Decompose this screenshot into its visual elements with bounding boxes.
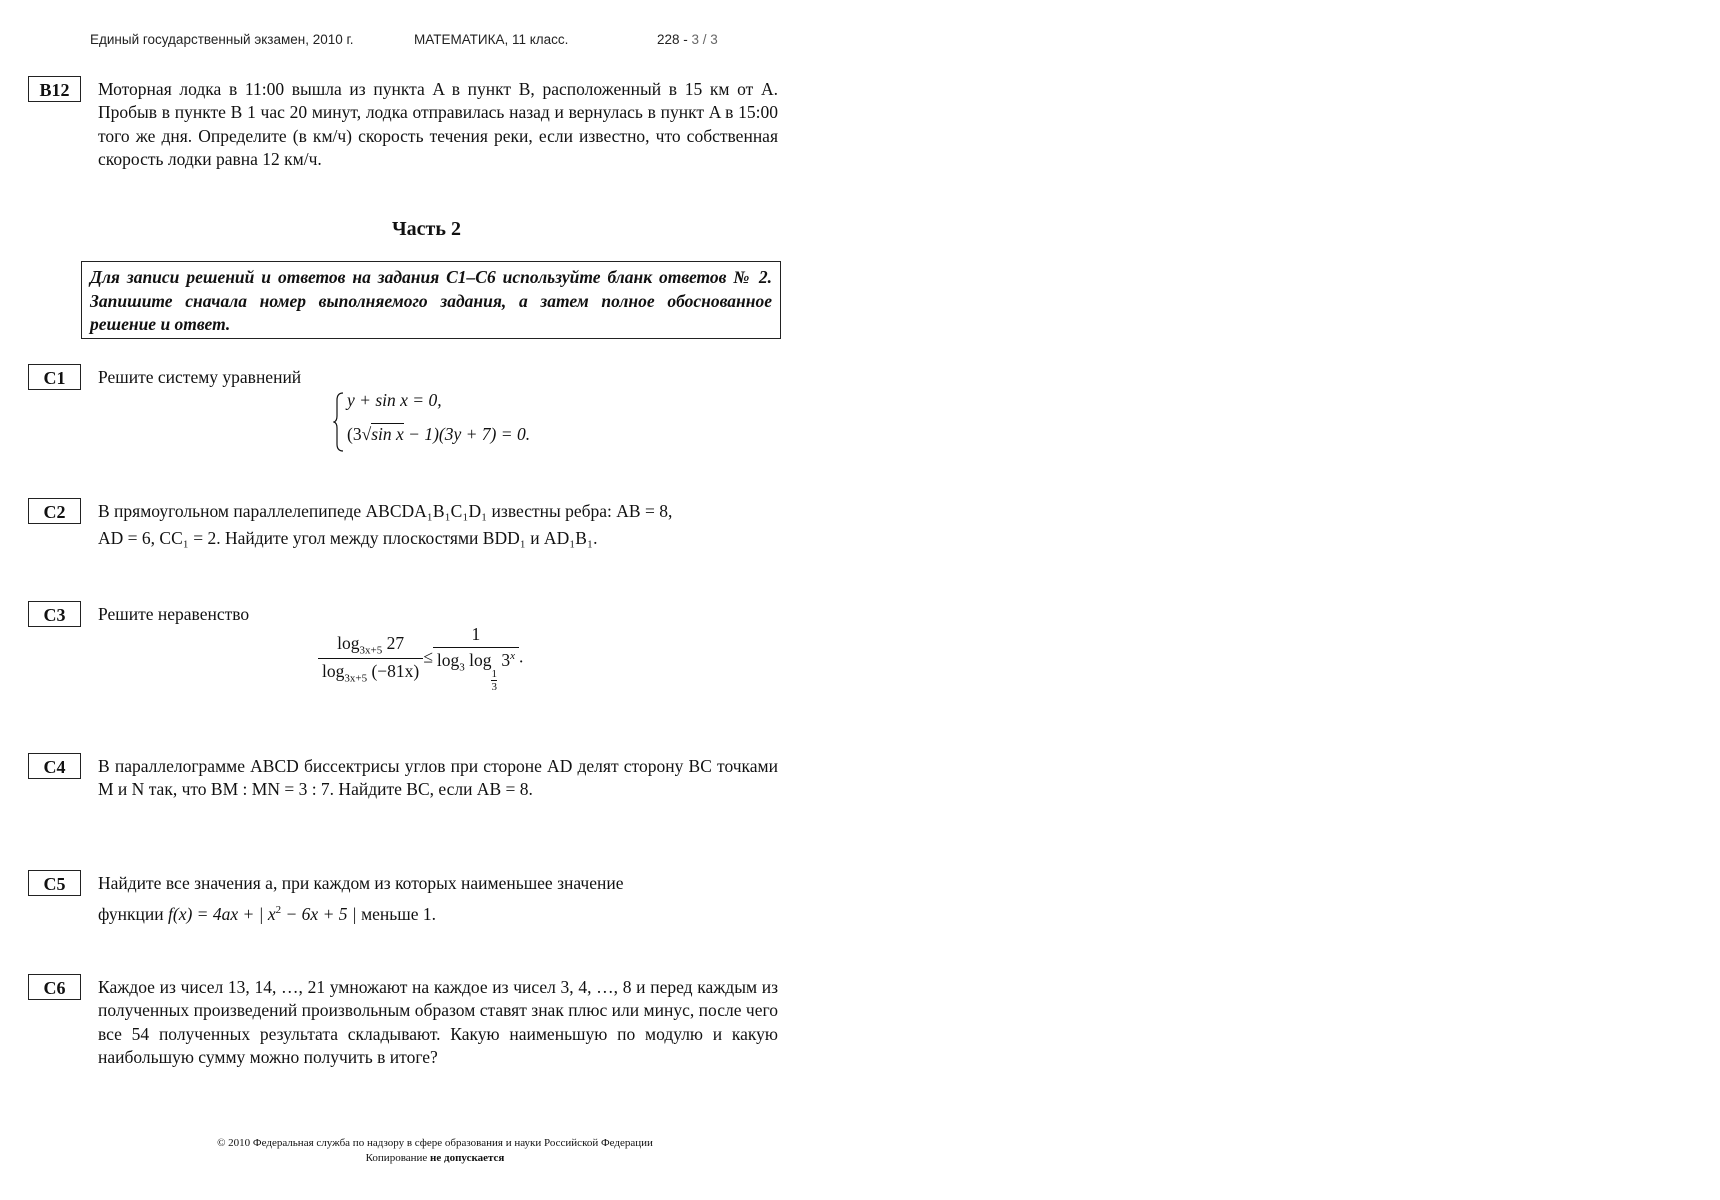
power-base: 3 [496,650,511,670]
base-den: 3 [491,681,497,693]
task-c3-text: Решите неравенство [98,604,250,624]
c5-formula-b: − 6x + 5 | [281,904,357,925]
header-subject: МАТЕМАТИКА, 11 класс. [414,32,569,47]
log-a-base: 3x+5 [359,644,383,656]
c3-right-denominator [433,647,519,693]
task-c5-text [98,872,778,926]
variant-number: 228 - [657,32,692,47]
log-d: log [464,650,492,670]
base-num: 1 [491,668,497,680]
sqrt-radicand: sin x [371,424,404,444]
system-brace [333,392,345,452]
task-label-c6: C6 [28,974,81,1000]
footer-copy-forbidden: не допускается [430,1152,505,1164]
log-a-arg: 27 [382,632,405,653]
log-b: log [322,661,345,681]
footer-copy-label: Копирование [365,1152,431,1164]
task-b12-text: Моторная лодка в 11:00 вышла из пункта A в пункт B, расположенный в 15 км от A. Пробыв в пункте B 1 час 20 минут, лодка отправилась назад и вернулась в пункт A в 15:00 того же дня. Определите (в км/ч) скорость течения реки, если известно, что собственная скорость лодки равна 12 км/ч. [98,79,778,169]
task-label-c2: C2 [28,498,81,524]
log-b-arg: (−81x) [367,661,420,681]
c2-line-1: В прямоугольном параллелепипеде ABCDA₁B₁C₁D₁ известны ребра: AB = 8, [98,501,673,521]
task-label-c5: C5 [28,870,81,896]
eq2-suffix: − 1)(3y + 7) = 0. [403,424,531,444]
log-b-base: 3x+5 [344,672,368,685]
page-number: 3 / 3 [691,32,718,47]
task-label-c3: C3 [28,601,81,627]
c5-word-function: функции [98,904,168,925]
c1-equation-2 [347,424,530,445]
header-variant [657,32,718,47]
c3-end: . [519,646,524,667]
instructions-box: Для записи решений и ответов на задания С1–С6 используйте бланк ответов № 2. Запишите сначала номер выполняемого задания, а затем полное обоснованное решение и ответ. [81,261,781,339]
log-d-base [491,668,497,693]
c3-right-fraction [433,624,519,693]
c3-sign: ≤ [423,646,433,667]
task-c2-text [98,500,778,551]
part2-title: Часть 2 [392,218,461,240]
task-label-c1: C1 [28,364,81,390]
log-c: log [436,650,460,670]
task-c6-text: Каждое из чисел 13, 14, …, 21 умножают на каждое из чисел 3, 4, …, 8 и перед каждым из полученных произведений произвольным образом ставят знак плюс или минус, после чего все 54 полученных результата складывают. Какую наименьшую по модулю и какую наибольшую сумму можно получить в итоге? [98,977,778,1067]
task-label-c4: C4 [28,753,81,779]
c5-formula-a: f(x) = 4ax + | x [168,904,276,925]
c5-tail: меньше 1. [356,904,437,925]
log-a: log [337,632,360,653]
c1-system [333,388,553,452]
footer-copyright: © 2010 Федеральная служба по надзору в сфере образования и науки Российской Федерации [217,1137,653,1149]
c5-formula-exp: 2 [275,904,282,917]
task-c1-text: Решите систему уравнений [98,367,302,387]
header-exam: Единый государственный экзамен, 2010 г. [90,32,354,47]
power-exp: x [510,650,515,663]
task-c4-text: В параллелограмме ABCD биссектрисы углов при стороне AD делят сторону BC точками M и N так, что BM : MN = 3 : 7. Найдите BC, если AB = 8. [98,756,778,800]
eq2-prefix: (3 [347,424,362,444]
c3-right-numerator: 1 [471,624,481,644]
c3-left-denominator [318,658,423,685]
c3-left-fraction [318,633,423,685]
footer-copy-notice [0,1152,870,1164]
c3-left-numerator [318,633,423,659]
c2-line-2: AD = 6, CC₁ = 2. Найдите угол между плоскостями BDD₁ и AD₁B₁. [98,528,598,549]
c1-equation-1: y + sin x = 0, [347,390,442,410]
log-c-base: 3 [459,661,465,674]
task-label-b12: B12 [28,76,81,102]
c3-inequality [318,624,523,693]
sqrt-sign: √ [361,424,372,444]
c5-line-2 [98,899,778,926]
c5-line-1: Найдите все значения a, при каждом из которых наименьшее значение [98,873,624,893]
